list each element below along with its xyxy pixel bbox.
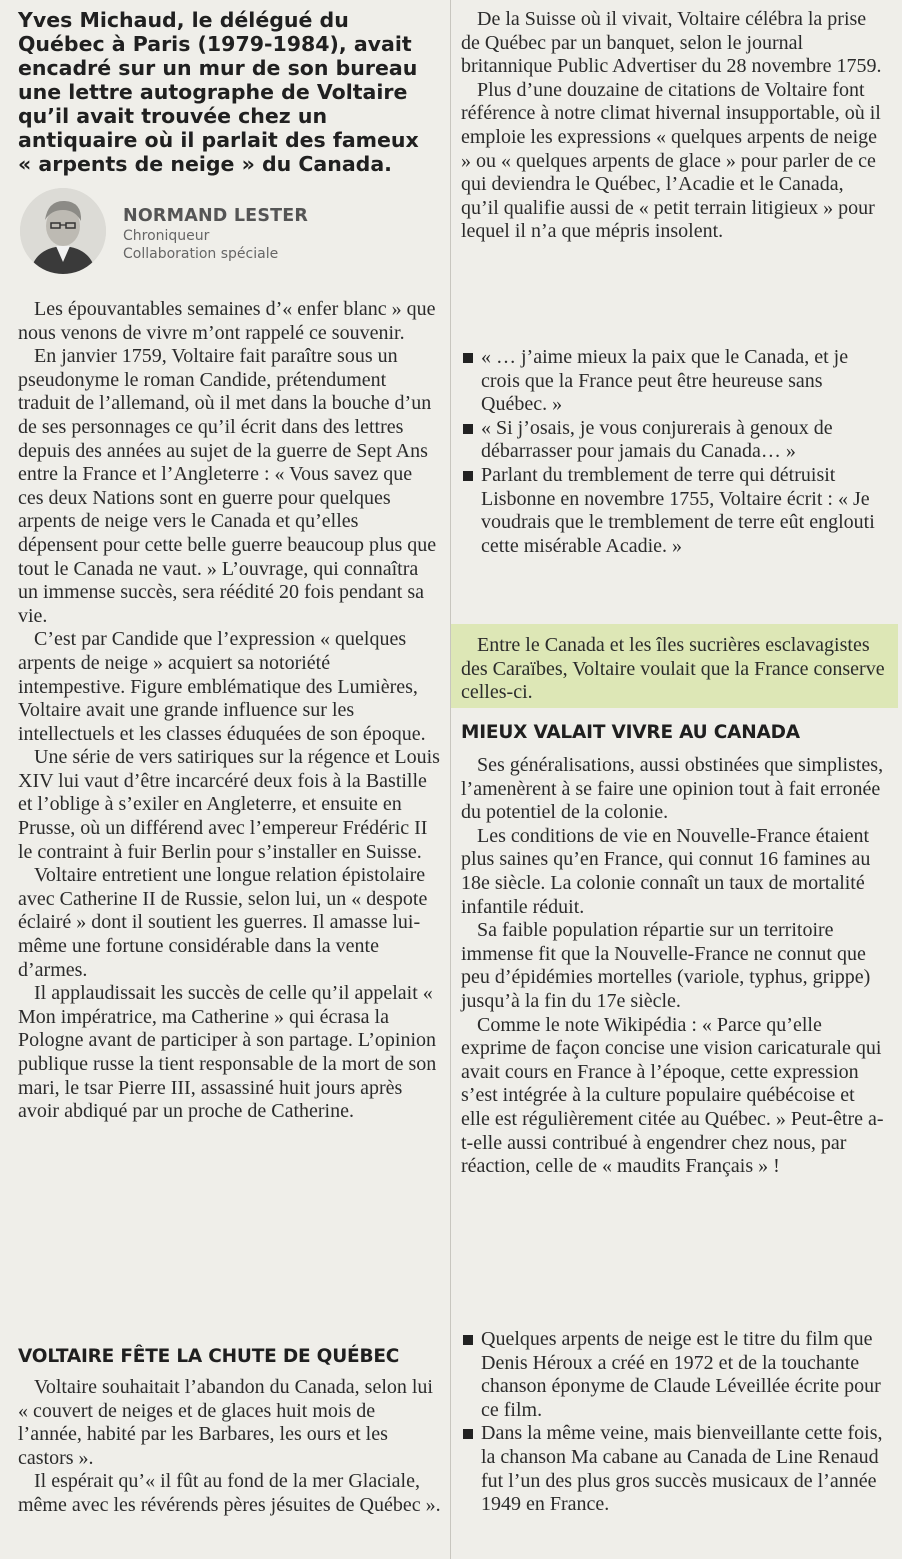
bullet-square-icon [463,471,473,481]
paragraph: En janvier 1759, Voltaire fait paraître sous un pseudonyme le roman Candide, prétendument traduit de l’allemand, où il met dans la bouche d’un de ses personnages ce qu’il écrit dans des lettres depuis des années au sujet de la guerre de Sept Ans entre la France et l’Angleterre : « Vous savez que ces deux Nations sont en guerre pour quelques arpents de neige vers le Canada et qu’elles dépensent pour cette belle guerre beaucoup plus que tout le Canada ne vaut. » L’ouvrage, qui connaîtra un immense succès, sera réédité 20 fois pendant sa vie. [18,345,437,627]
bullet-list-1 [461,346,885,558]
bullet-square-icon [463,1335,473,1345]
list-item-text: « Si j’osais, je vous conjurerais à genoux de débarrasser pour jamais du Canada… » [481,416,833,463]
right-body [461,8,885,244]
paragraph: Plus d’une douzaine de citations de Voltaire font référence à notre climat hivernal insupportable, où il emploie les expressions « quelques arpents de neige » ou « quelques arpents de glace » pour parler de ce qui deviendra le Québec, l’Acadie et le Canada, qu’il qualifie aussi de « petit terrain litigieux » pour lequel il n’a que mépris insolent. [461,78,881,243]
paragraph: Il applaudissait les succès de celle qu’il appelait « Mon impératrice, ma Catherine » qui écrasa la Pologne avant de participer à son partage. L’opinion publique russe la tient responsable de la mort de son mari, le tsar Pierre III, assassiné huit jours après avoir abdiqué par un proche de Catherine. [18,982,437,1123]
author-role: Chroniqueur [123,228,210,244]
bullet-list-2 [461,1328,885,1517]
paragraph: Comme le note Wikipédia : « Parce qu’elle exprime de façon concise une vision caricaturale qui avait cours en France à l’époque, cette expression s’est intégrée à la culture populaire québécoise et elle est régulièrement citée au Québec. » Peut-être a-t-elle aussi contribué à engendrer chez nous, par réaction, celle de « maudits Français » ! [461,1013,884,1178]
left-body-2 [18,1376,441,1518]
bullet-square-icon [463,353,473,363]
lead-paragraph: Yves Michaud, le délégué du Québec à Paris (1979-1984), avait encadré sur un mur de son bureau une lettre autographe de Voltaire qu’il avait trouvée chez un antiquaire où il parlait des fameux « arpents de neige » du Canada. [18,8,419,176]
list-item [461,1328,885,1422]
list-item-text: Dans la même veine, mais bienveillante cette fois, la chanson Ma cabane au Canada de Line Renaud fut l’un des plus gros succès musicaux de l’année 1949 en France. [481,1422,883,1516]
bullet-square-icon [463,1429,473,1439]
list-item-text: Quelques arpents de neige est le titre du film que Denis Héroux a créé en 1972 et de la touchante chanson éponyme de Claude Léveillée écrite pour ce film. [481,1328,881,1421]
highlight-text: Entre le Canada et les îles sucrières esclavagistes des Caraïbes, Voltaire voulait que la France conserve celles-ci. [461,634,885,704]
author-name: NORMAND LESTER [123,206,309,226]
list-item [461,417,885,464]
right-body-2 [461,754,885,1179]
paragraph: Voltaire entretient une longue relation épistolaire avec Catherine II de Russie, selon lui, un « despote éclairé » dont il soutient les guerres. Il amasse lui-même une fortune considérable dans la vente d’armes. [18,864,428,981]
paragraph: Les épouvantables semaines d’« enfer blanc » que nous venons de vivre m’ont rappelé ce souvenir. [18,298,436,344]
left-body [18,298,441,1124]
section-heading-canada: MIEUX VALAIT VIVRE AU CANADA [461,722,800,743]
highlight-text-block [461,634,885,705]
bullet-square-icon [463,424,473,434]
paragraph: De la Suisse où il vivait, Voltaire célébra la prise de Québec par un banquet, selon le journal britannique Public Advertiser du 28 novembre 1759. [461,8,882,78]
list-item [461,464,885,558]
paragraph: Ses généralisations, aussi obstinées que simplistes, l’amenèrent à se faire une opinion tout à fait erronée du potentiel de la colonie. [461,754,884,824]
paragraph: Voltaire souhaitait l’abandon du Canada, selon lui « couvert de neiges et de glaces huit mois de l’année, habité par les Barbares, les ours et les castors ». [18,1376,433,1469]
section-heading-voltaire: VOLTAIRE FÊTE LA CHUTE DE QUÉBEC [18,1346,400,1367]
paragraph: Sa faible population répartie sur un territoire immense fit que la Nouvelle-France ne connut que peu d’épidémies mortelles (variole, typhus, grippe) jusqu’à la fin du 17e siècle. [461,919,871,1012]
author-avatar [20,188,106,274]
paragraph: Il espérait qu’« il fût au fond de la mer Glaciale, même avec les révérends pères jésuites de Québec ». [18,1470,441,1516]
paragraph: C’est par Candide que l’expression « quelques arpents de neige » acquiert sa notoriété intempestive. Figure emblématique des Lumières, Voltaire avait une grande influence sur les intellectuels et les classes éduquées de son époque. [18,628,426,745]
list-item [461,1422,885,1516]
column-divider [450,0,451,1559]
paragraph: Les conditions de vie en Nouvelle-France étaient plus saines qu’en France, qui connut 16 famines au 18e siècle. La colonie connaît un taux de mortalité infantile réduit. [461,824,871,918]
list-item-text: Parlant du tremblement de terre qui détruisit Lisbonne en novembre 1755, Voltaire écrit : « Je voudrais que le tremblement de terre eût englouti cette misérable Acadie. » [481,463,875,557]
author-byline [20,188,440,280]
author-org: Collaboration spéciale [123,246,279,262]
list-item [461,346,885,417]
list-item-text: « … j’aime mieux la paix que le Canada, et je crois que la France peut être heureuse sans Québec. » [481,346,849,416]
paragraph: Une série de vers satiriques sur la régence et Louis XIV lui vaut d’être incarcéré deux fois à la Bastille et l’oblige à s’exiler en Angleterre, et ensuite en Prusse, où un différend avec l’empereur Frédéric II le contraint à fuir Berlin pour s’installer en Suisse. [18,746,440,863]
